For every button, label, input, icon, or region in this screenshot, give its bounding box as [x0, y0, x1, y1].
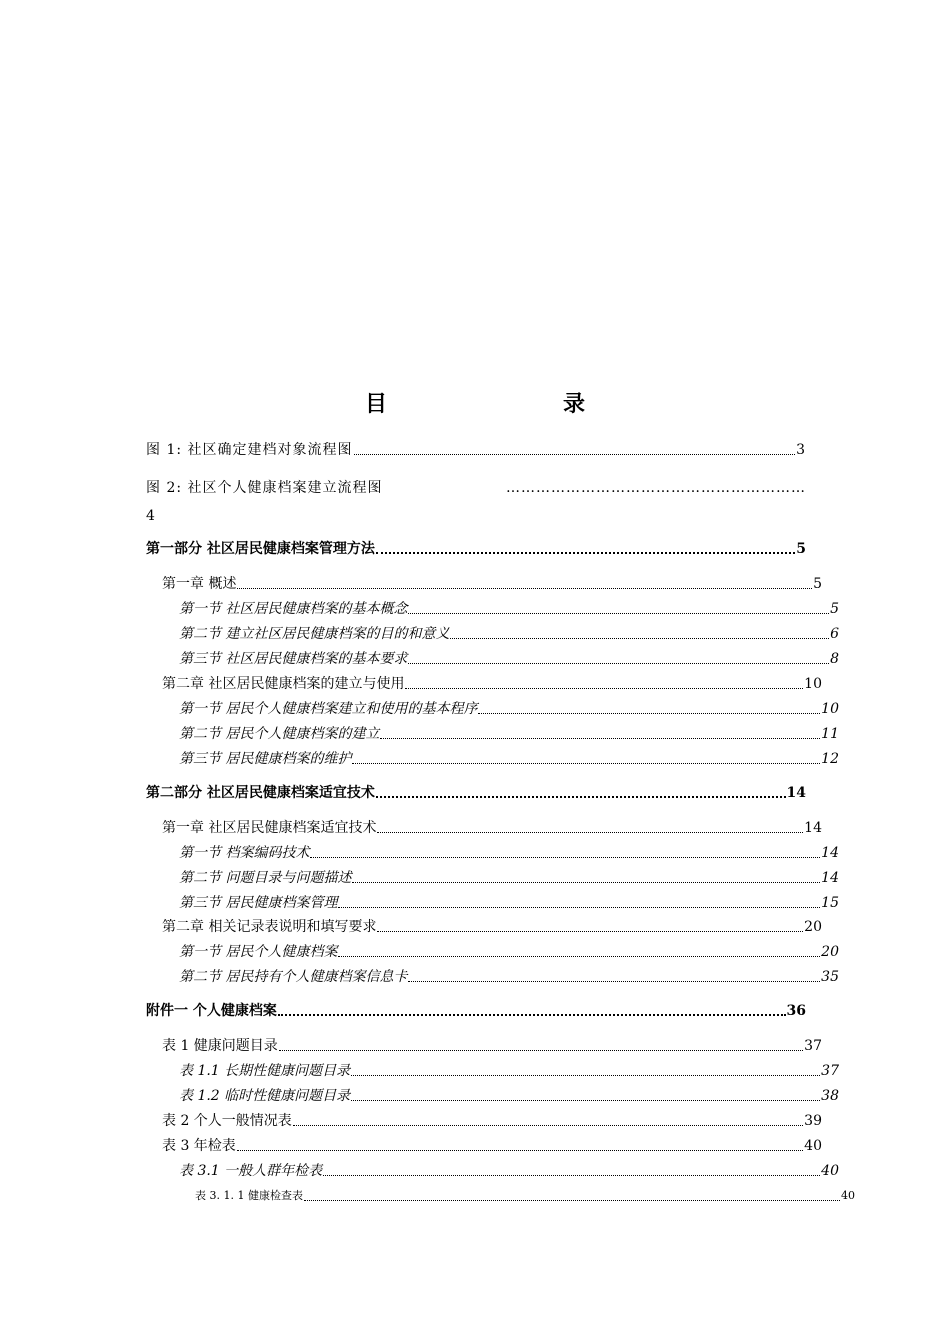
- toc-label: 第二章 社区居民健康档案的建立与使用: [162, 676, 405, 692]
- toc-page: 20: [804, 919, 822, 935]
- toc-label: 表 1 健康问题目录: [162, 1038, 278, 1054]
- toc-leader: [279, 1049, 803, 1051]
- toc-page: 14: [821, 870, 839, 886]
- toc-label: 第一章 社区居民健康档案适宜技术: [162, 820, 377, 836]
- toc-leader: [293, 1124, 803, 1126]
- toc-subtable[interactable]: [146, 1162, 839, 1180]
- toc-page: 37: [804, 1038, 822, 1054]
- toc-section[interactable]: [146, 968, 839, 986]
- toc-label: 图 2: 社区个人健康档案建立流程图: [146, 480, 383, 496]
- toc-section[interactable]: [146, 894, 839, 912]
- toc-page: 10: [804, 676, 822, 692]
- toc-page: 20: [821, 944, 839, 960]
- toc-label: 第一节 居民个人健康档案建立和使用的基本程序: [179, 701, 478, 717]
- toc-chapter[interactable]: [146, 819, 822, 837]
- toc-label: 表 3 年检表: [162, 1138, 236, 1154]
- toc-subtable[interactable]: [146, 1062, 839, 1080]
- toc-leader: [408, 612, 829, 614]
- toc-page: 39: [804, 1113, 822, 1129]
- toc-leader: [323, 1174, 820, 1176]
- toc-leader: [450, 637, 829, 639]
- toc-figure-2[interactable]: [146, 474, 806, 530]
- toc-leader: [352, 762, 820, 764]
- toc-leader: [405, 687, 803, 689]
- toc-page: 40: [821, 1163, 839, 1179]
- toc-page: 14: [821, 845, 839, 861]
- toc-page: 15: [821, 895, 839, 911]
- toc-page: 5: [813, 576, 822, 592]
- toc-chapter[interactable]: [146, 918, 822, 936]
- toc-label: 图 1: 社区确定建档对象流程图: [146, 442, 353, 458]
- toc-page: 3: [796, 442, 806, 458]
- toc-label: 表 1.1 长期性健康问题目录: [179, 1063, 351, 1079]
- toc-page: 35: [821, 969, 839, 985]
- toc-page: 40: [804, 1138, 822, 1154]
- toc-label: 第三节 居民健康档案的维护: [179, 751, 352, 767]
- toc-section[interactable]: [146, 943, 839, 961]
- toc-page: 5: [796, 541, 806, 557]
- toc-leader: [304, 1199, 840, 1201]
- toc-label: 第三节 居民健康档案管理: [179, 895, 338, 911]
- toc-label: 表 3. 1. 1 健康检查表: [195, 1189, 303, 1202]
- toc-page: 38: [821, 1088, 839, 1104]
- toc-page: 4: [146, 508, 156, 524]
- toc-leader: [237, 1149, 803, 1151]
- page-title: 目 录: [364, 391, 629, 417]
- toc-leader: [237, 587, 812, 589]
- toc-page: 11: [821, 726, 839, 742]
- toc-leader: [310, 856, 820, 858]
- toc-page: 10: [821, 701, 839, 717]
- toc-label: 第二节 居民个人健康档案的建立: [179, 726, 380, 742]
- toc-section[interactable]: [146, 725, 839, 743]
- toc-leader: [351, 1074, 820, 1076]
- toc-leader: [338, 906, 820, 908]
- toc-label: 第三节 社区居民健康档案的基本要求: [179, 651, 408, 667]
- toc-page: 5: [830, 601, 839, 617]
- toc-section[interactable]: [146, 750, 839, 768]
- toc-section[interactable]: [146, 650, 839, 668]
- toc-label: 第一章 概述: [162, 576, 237, 592]
- toc-leader: ……………………………………………………: [506, 480, 806, 496]
- toc-page: 8: [830, 651, 839, 667]
- toc-chapter[interactable]: [146, 575, 822, 593]
- toc-section[interactable]: [146, 600, 839, 618]
- toc-section[interactable]: [146, 625, 839, 643]
- toc-label: 第二节 问题目录与问题描述: [179, 870, 352, 886]
- toc-leader: [376, 551, 795, 554]
- toc-page: 40: [841, 1189, 855, 1202]
- toc-table[interactable]: [146, 1037, 822, 1055]
- toc-page: 14: [786, 785, 806, 801]
- toc-label: 附件一 个人健康档案: [146, 1003, 277, 1019]
- toc-page: 37: [821, 1063, 839, 1079]
- toc-appendix-1[interactable]: [146, 1002, 806, 1020]
- toc-label: 第一节 社区居民健康档案的基本概念: [179, 601, 408, 617]
- toc-leader: [338, 955, 820, 957]
- toc-label: 表 3.1 一般人群年检表: [179, 1163, 323, 1179]
- toc-table[interactable]: [146, 1112, 822, 1130]
- toc-page: 12: [821, 751, 839, 767]
- toc-section[interactable]: [146, 844, 839, 862]
- toc-leader: [408, 980, 820, 982]
- toc-page: 6: [830, 626, 839, 642]
- toc-page: 14: [804, 820, 822, 836]
- toc-label: 表 1.2 临时性健康问题目录: [179, 1088, 351, 1104]
- toc-label: 第一节 档案编码技术: [179, 845, 310, 861]
- toc-subsubtable[interactable]: [146, 1187, 855, 1205]
- toc-chapter[interactable]: [146, 675, 822, 693]
- toc-label: 第二部分 社区居民健康档案适宜技术: [146, 785, 375, 801]
- toc-part-1[interactable]: [146, 540, 806, 558]
- toc-label: 第二节 建立社区居民健康档案的目的和意义: [179, 626, 450, 642]
- toc-section[interactable]: [146, 869, 839, 887]
- toc-label: 第二节 居民持有个人健康档案信息卡: [179, 969, 408, 985]
- toc-section[interactable]: [146, 700, 839, 718]
- toc-label: 第一节 居民个人健康档案: [179, 944, 338, 960]
- toc-leader: [354, 453, 796, 455]
- toc-leader: [380, 737, 820, 739]
- toc-part-2[interactable]: [146, 784, 806, 802]
- toc-page: 36: [786, 1003, 806, 1019]
- toc-leader: [478, 712, 820, 714]
- toc-figure-1[interactable]: [146, 441, 806, 459]
- toc-leader: [351, 1099, 820, 1101]
- toc-leader: [278, 1013, 786, 1016]
- toc-leader: [376, 795, 786, 798]
- toc-label: 表 2 个人一般情况表: [162, 1113, 292, 1129]
- toc-label: 第一部分 社区居民健康档案管理方法: [146, 541, 375, 557]
- toc-table[interactable]: [146, 1137, 822, 1155]
- toc-subtable[interactable]: [146, 1087, 839, 1105]
- toc-leader: [377, 831, 803, 833]
- toc-leader: [408, 662, 829, 664]
- toc-label: 第二章 相关记录表说明和填写要求: [162, 919, 377, 935]
- toc-leader: [352, 881, 820, 883]
- toc-leader: [377, 930, 803, 932]
